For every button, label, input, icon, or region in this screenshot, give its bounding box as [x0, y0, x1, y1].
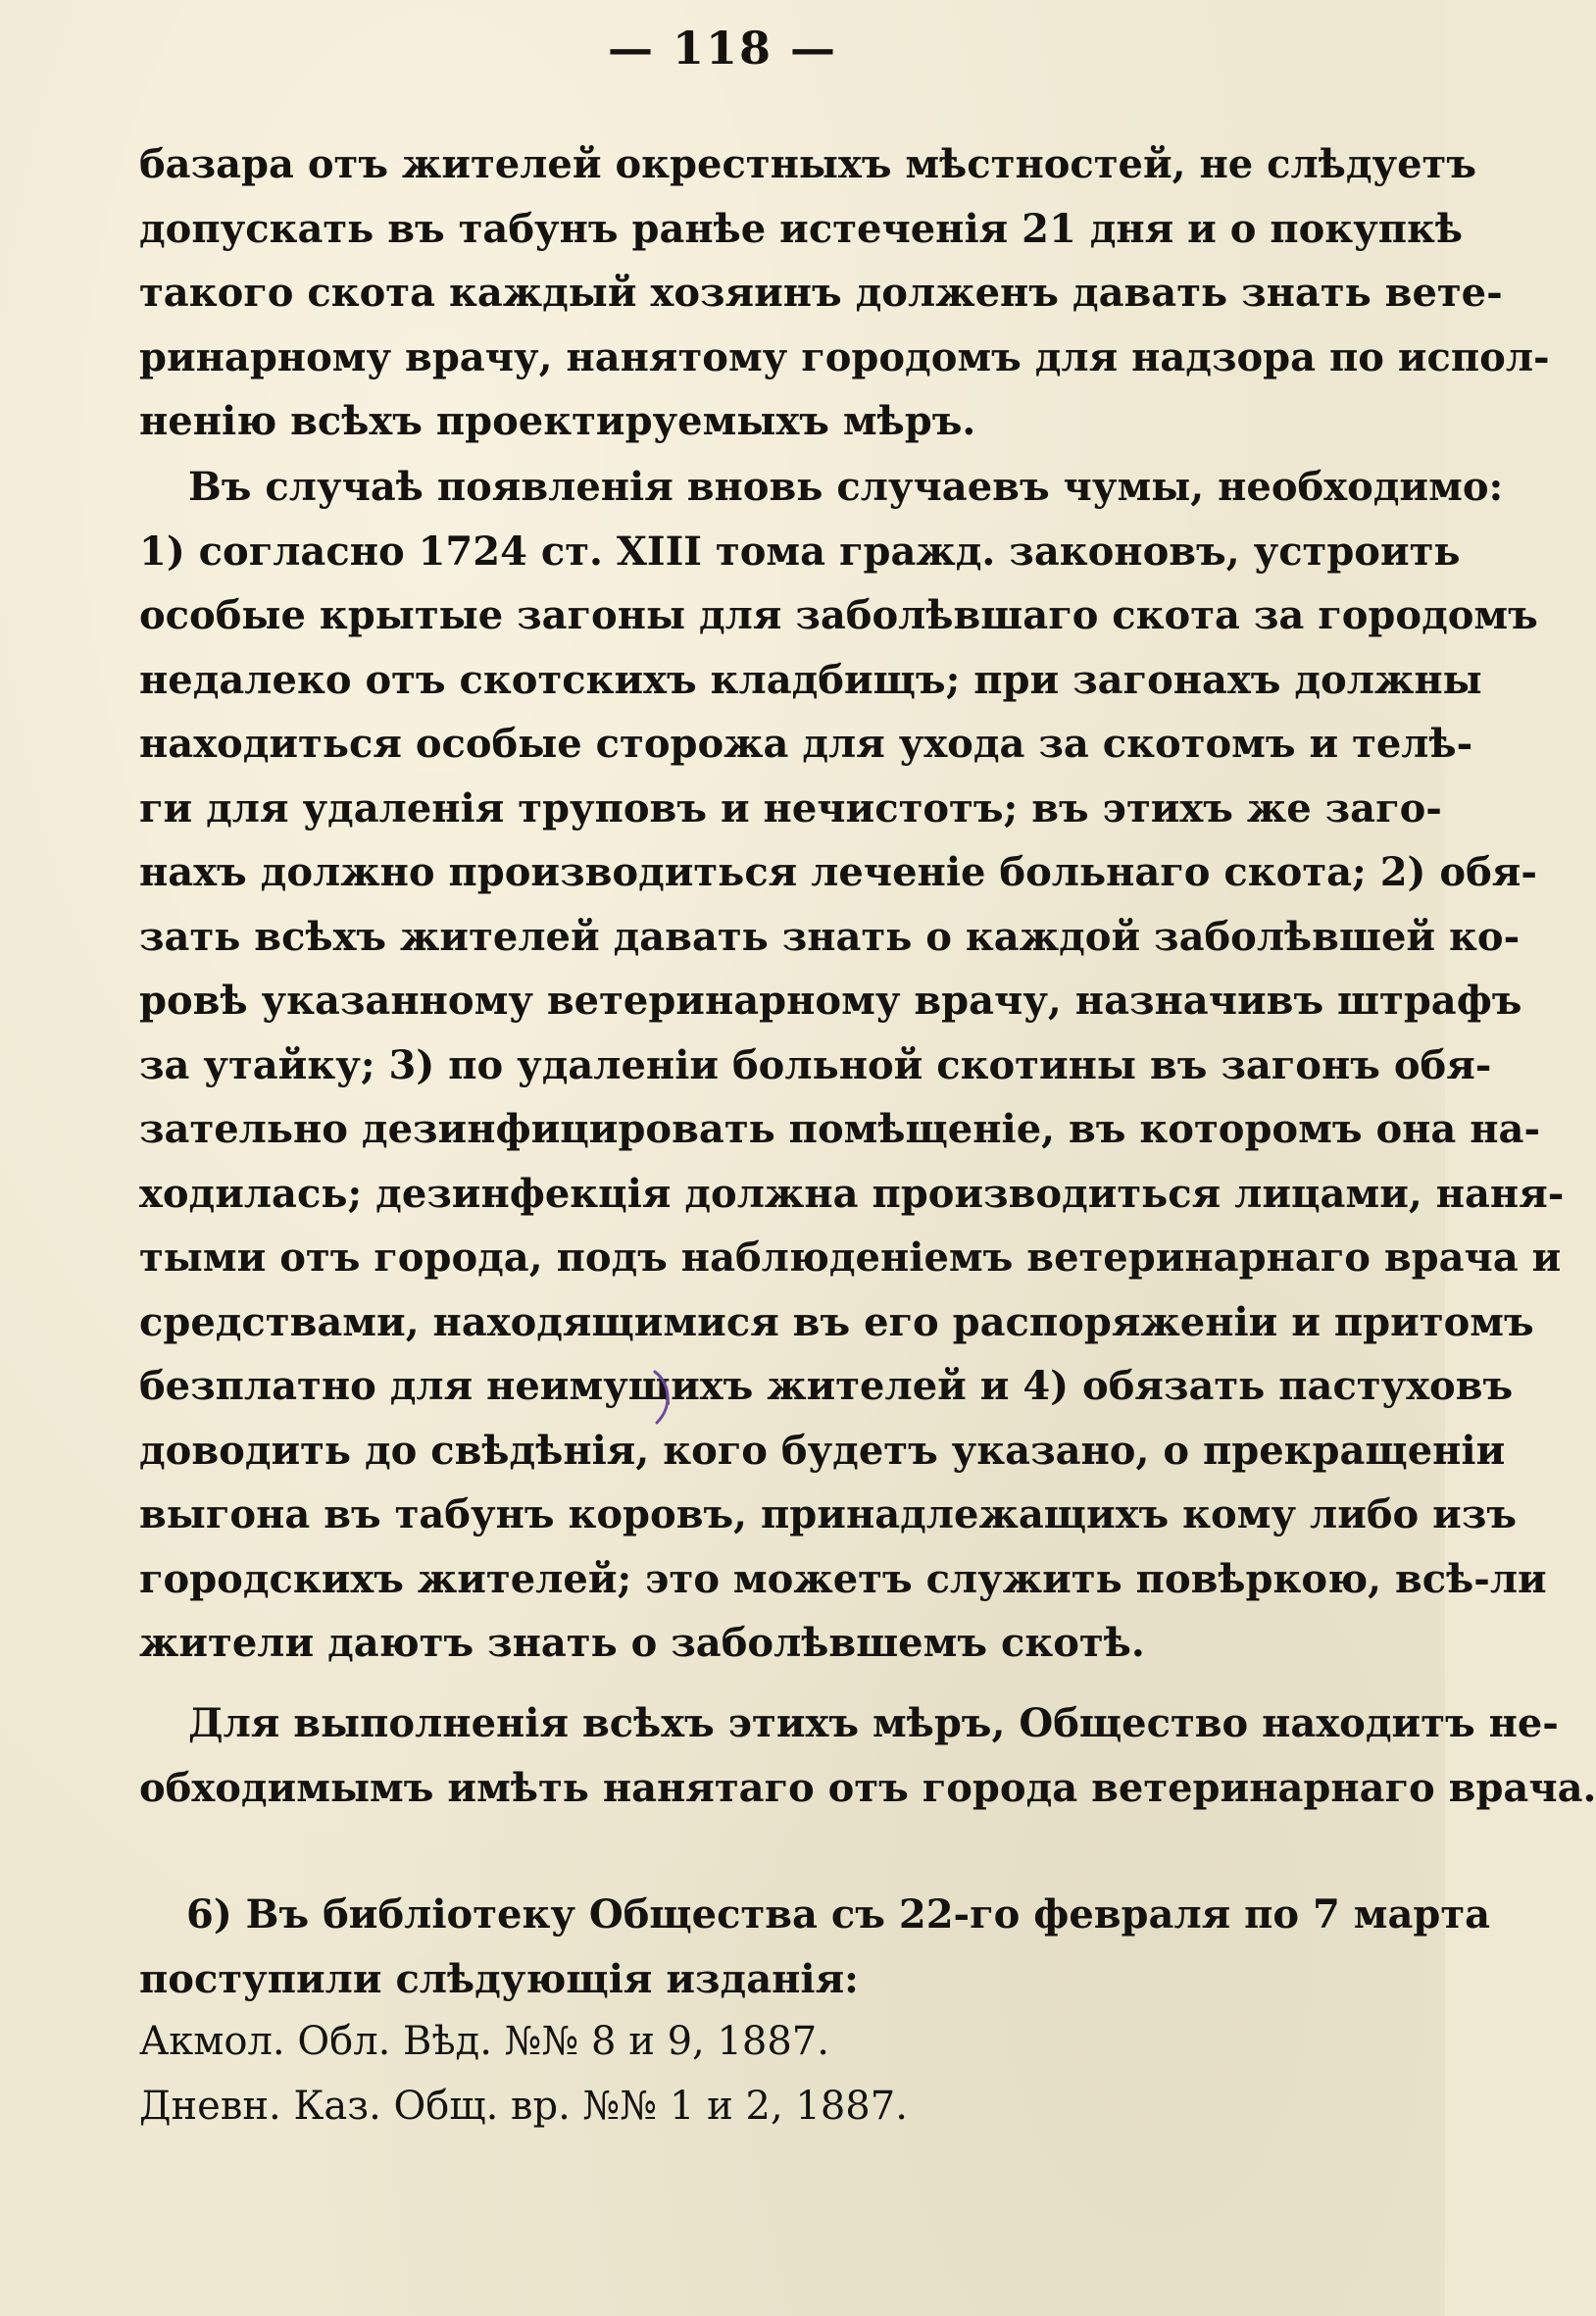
list-item: Акмол. Обл. Вѣд. №№ 8 и 9, 1887.: [139, 2019, 829, 2064]
text-line: доводить до свѣдѣнія, кого будетъ указано, о прекращеніи: [139, 1427, 1506, 1474]
text-line: ги для удаленія труповъ и нечистотъ; въ этихъ же заго-: [139, 784, 1442, 831]
text-line: 6) Въ библіотеку Общества съ 22-го февраля по 7 марта: [186, 1891, 1491, 1938]
text-line: нахъ должно производиться леченіе больнаго скота; 2) обя-: [139, 849, 1537, 895]
list-item: Дневн. Каз. Общ. вр. №№ 1 и 2, 1887.: [139, 2083, 908, 2129]
pencil-mark-icon: [649, 1368, 676, 1427]
text-line: ненію всѣхъ проектируемыхъ мѣръ.: [139, 398, 976, 444]
page-number: — 118 —: [607, 22, 838, 75]
text-line: ринарному врачу, нанятому городомъ для надзора по испол-: [139, 333, 1550, 380]
text-line: безплатно для неимущихъ жителей и 4) обязать пастуховъ: [139, 1363, 1514, 1409]
acquisitions-list: [139, 2010, 1392, 2139]
text-line: базара отъ жителей окрестныхъ мѣстностей, не слѣдуетъ: [139, 141, 1477, 187]
text-line: Въ случаѣ появленія вновь случаевъ чумы, необходимо:: [188, 464, 1504, 510]
text-line: средствами, находящимися въ его распоряженіи и притомъ: [139, 1298, 1534, 1345]
text-line: за утайку; 3) по удаленіи больной скотины въ загонъ обя-: [139, 1041, 1492, 1088]
text-line: допускать въ табунъ ранѣе истеченія 21 дня и о покупкѣ: [139, 205, 1464, 252]
text-line: ходилась; дезинфекція должна производиться лицами, наня-: [139, 1170, 1565, 1217]
text-line: обходимымъ имѣть нанятаго отъ города ветеринарнаго врача.: [139, 1764, 1596, 1811]
text-line: находиться особые сторожа для ухода за скотомъ и телѣ-: [139, 721, 1473, 767]
text-line: поступили слѣдующія изданія:: [139, 1955, 859, 2002]
text-line: Для выполненія всѣхъ этихъ мѣръ, Общество находитъ не-: [188, 1700, 1559, 1746]
text-line: ровѣ указанному ветеринарному врачу, назначивъ штрафъ: [139, 978, 1522, 1024]
paragraph-3: [139, 1691, 1596, 1820]
paragraph-1: [139, 132, 1550, 454]
text-line: недалеко отъ скотскихъ кладбищъ; при загонахъ должны: [139, 656, 1482, 703]
text-line: зать всѣхъ жителей давать знать о каждой заболѣвшей ко-: [139, 913, 1521, 960]
paragraph-2: [139, 455, 1565, 1676]
text-line: 1) согласно 1724 ст. XIII тома гражд. законовъ, устроить: [139, 528, 1461, 575]
text-line: такого скота каждый хозяинъ долженъ давать знать вете-: [139, 270, 1503, 316]
text-line: выгона въ табунъ коровъ, принадлежащихъ кому либо изъ: [139, 1491, 1518, 1537]
text-line: жители даютъ знать о заболѣвшемъ скотѣ.: [139, 1620, 1145, 1666]
text-line: тыми отъ города, подъ наблюденіемъ ветеринарнаго врача и: [139, 1234, 1562, 1281]
text-line: особые крытые загоны для заболѣвшаго скота за городомъ: [139, 592, 1538, 638]
text-line: городскихъ жителей; это можетъ служить повѣркою, всѣ-ли: [139, 1555, 1547, 1602]
paragraph-4: [139, 1883, 1491, 2011]
text-line: зательно дезинфицировать помѣщеніе, въ которомъ она на-: [139, 1106, 1541, 1152]
